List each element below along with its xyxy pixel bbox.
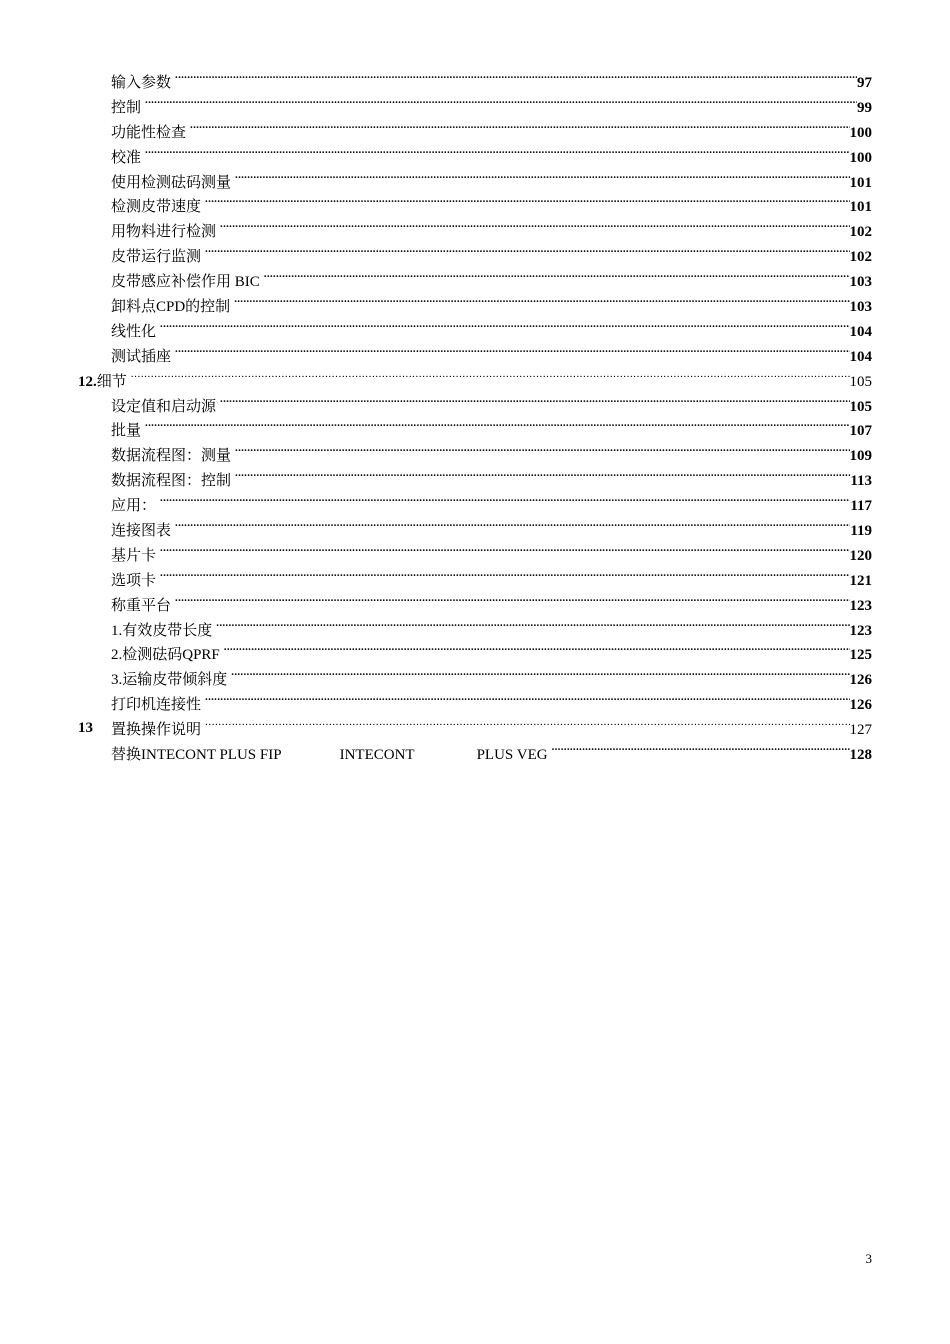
toc-dot-leader [131, 368, 850, 386]
toc-dot-leader [205, 193, 849, 211]
toc-dot-leader [160, 492, 850, 510]
toc-chapter-number: 12. [78, 373, 97, 390]
toc-dot-leader [175, 517, 850, 535]
toc-dot-leader [235, 169, 849, 187]
toc-entry[interactable] [0, 616, 950, 641]
toc-entry[interactable] [0, 566, 950, 591]
toc-entry-title: 线性化 [111, 323, 157, 340]
toc-entry-title: 校准 [111, 149, 142, 166]
toc-entry[interactable] [0, 640, 950, 665]
toc-entry-title: 选项卡 [111, 572, 157, 589]
toc-dot-leader [205, 243, 849, 261]
toc-entry-title: 皮带感应补偿作用 BIC [111, 274, 260, 291]
toc-page-number: 113 [850, 473, 872, 490]
toc-entry[interactable] [0, 491, 950, 516]
toc-entry[interactable] [0, 143, 950, 168]
toc-entry[interactable] [0, 740, 950, 765]
toc-entry[interactable] [0, 168, 950, 193]
toc-page-number: 103 [849, 298, 872, 315]
toc-entry[interactable] [0, 217, 950, 242]
toc-dot-leader [205, 716, 849, 734]
toc-dot-leader [220, 218, 849, 236]
toc-dot-leader [145, 417, 849, 435]
toc-entry-title: 3.运输皮带倾斜度 [111, 672, 228, 689]
toc-page-number: 101 [849, 199, 872, 216]
toc-page-number: 104 [849, 323, 872, 340]
toc-entry[interactable] [0, 68, 950, 93]
toc-dot-leader [175, 592, 849, 610]
toc-entry[interactable] [0, 267, 950, 292]
toc-chapter-number: 13 [78, 719, 93, 736]
toc-entry-title-text: 细节 [96, 373, 127, 390]
toc-entry-title-part: 替换INTECONT PLUS FIP [111, 746, 282, 763]
toc-entry[interactable] [0, 591, 950, 616]
toc-dot-leader [160, 318, 849, 336]
toc-entry-title: 功能性检查 [111, 124, 187, 141]
toc-page-number: 128 [849, 746, 872, 763]
toc-entry[interactable] [0, 93, 950, 118]
toc-dot-leader [234, 293, 849, 311]
toc-page-number: 97 [857, 74, 872, 91]
toc-entry-title: 设定值和启动源 [111, 398, 217, 415]
toc-dot-leader [175, 343, 849, 361]
toc-page-number: 105 [849, 373, 872, 390]
toc-entry-title: 输入参数 [111, 74, 172, 91]
toc-entry-title: 应用： [111, 498, 157, 515]
toc-dot-leader [235, 442, 849, 460]
toc-page-number: 102 [849, 224, 872, 241]
toc-page-number: 101 [849, 174, 872, 191]
toc-entry[interactable] [0, 342, 950, 367]
toc-dot-leader [220, 393, 849, 411]
toc-page-number: 99 [857, 99, 872, 116]
toc-dot-leader [205, 691, 849, 709]
toc-entry[interactable] [0, 416, 950, 441]
toc-page-number: 125 [849, 647, 872, 664]
toc-page-number: 107 [849, 423, 872, 440]
toc-entry[interactable] [0, 690, 950, 715]
toc-entry-title: 打印机连接性 [111, 697, 202, 714]
toc-dot-leader [160, 567, 849, 585]
toc-dot-leader [552, 741, 850, 759]
toc-page-number: 100 [849, 124, 872, 141]
toc-entry-title: 卸料点CPD的控制 [111, 298, 231, 315]
toc-dot-leader [190, 119, 849, 137]
toc-dot-leader [160, 542, 849, 560]
toc-page-number: 126 [849, 672, 872, 689]
page-number: 3 [865, 1251, 872, 1266]
toc-entry-title: 置换操作说明 [111, 722, 202, 739]
toc-page-number: 104 [849, 348, 872, 365]
toc-page-number: 123 [849, 597, 872, 614]
toc-entry-title: 数据流程图：测量 [111, 448, 232, 465]
toc-page-number: 100 [849, 149, 872, 166]
toc-entry-title: 测试插座 [111, 348, 172, 365]
toc-dot-leader [264, 268, 850, 286]
toc-page-number: 102 [849, 249, 872, 266]
toc-page-number: 127 [849, 722, 872, 739]
toc-page-number: 109 [849, 448, 872, 465]
toc-entry-title: 批量 [111, 423, 142, 440]
toc-entry[interactable] [0, 715, 950, 740]
toc-dot-leader [224, 641, 850, 659]
toc-entry-title: 控制 [111, 99, 142, 116]
toc-entry-title [78, 373, 131, 391]
toc-entry[interactable] [0, 392, 950, 417]
toc-entry-title: 称重平台 [111, 597, 172, 614]
toc-entry-title: 数据流程图：控制 [111, 473, 232, 490]
toc-page-number: 117 [850, 498, 872, 515]
toc-dot-leader [235, 467, 850, 485]
toc-entry-title: 使用检测砝码测量 [111, 174, 232, 191]
toc-page-number: 121 [849, 572, 872, 589]
toc-entry[interactable] [0, 317, 950, 342]
toc-dot-leader [231, 666, 849, 684]
table-of-contents [0, 68, 950, 765]
toc-entry[interactable] [0, 665, 950, 690]
toc-page-number: 103 [849, 274, 872, 291]
toc-page-number: 120 [849, 547, 872, 564]
toc-entry-title: 基片卡 [111, 547, 157, 564]
toc-dot-leader [145, 144, 849, 162]
toc-dot-leader [216, 617, 849, 635]
toc-entry[interactable] [0, 118, 950, 143]
toc-entry[interactable] [0, 367, 950, 392]
toc-dot-leader [145, 94, 857, 112]
toc-entry-title [111, 746, 552, 764]
toc-page-number: 123 [849, 622, 872, 639]
toc-page-number: 126 [849, 697, 872, 714]
toc-entry-title: 用物料进行检测 [111, 224, 217, 241]
toc-entry[interactable] [0, 516, 950, 541]
toc-entry[interactable] [0, 192, 950, 217]
toc-entry-title: 检测皮带速度 [111, 199, 202, 216]
toc-page-number: 119 [850, 522, 872, 539]
toc-entry-title: 1.有效皮带长度 [111, 622, 213, 639]
toc-page-number: 105 [849, 398, 872, 415]
toc-entry-title: 连接图表 [111, 522, 172, 539]
toc-entry[interactable] [0, 292, 950, 317]
toc-entry[interactable] [0, 242, 950, 267]
toc-entry-title: 皮带运行监测 [111, 249, 202, 266]
toc-entry-title: 2.检测砝码QPRF [111, 647, 220, 664]
toc-entry[interactable] [0, 466, 950, 491]
toc-dot-leader [175, 69, 857, 87]
toc-entry[interactable] [0, 541, 950, 566]
toc-entry-title-part: PLUS VEG [476, 746, 548, 763]
toc-entry-title-part: INTECONT [339, 746, 415, 763]
toc-entry[interactable] [0, 441, 950, 466]
